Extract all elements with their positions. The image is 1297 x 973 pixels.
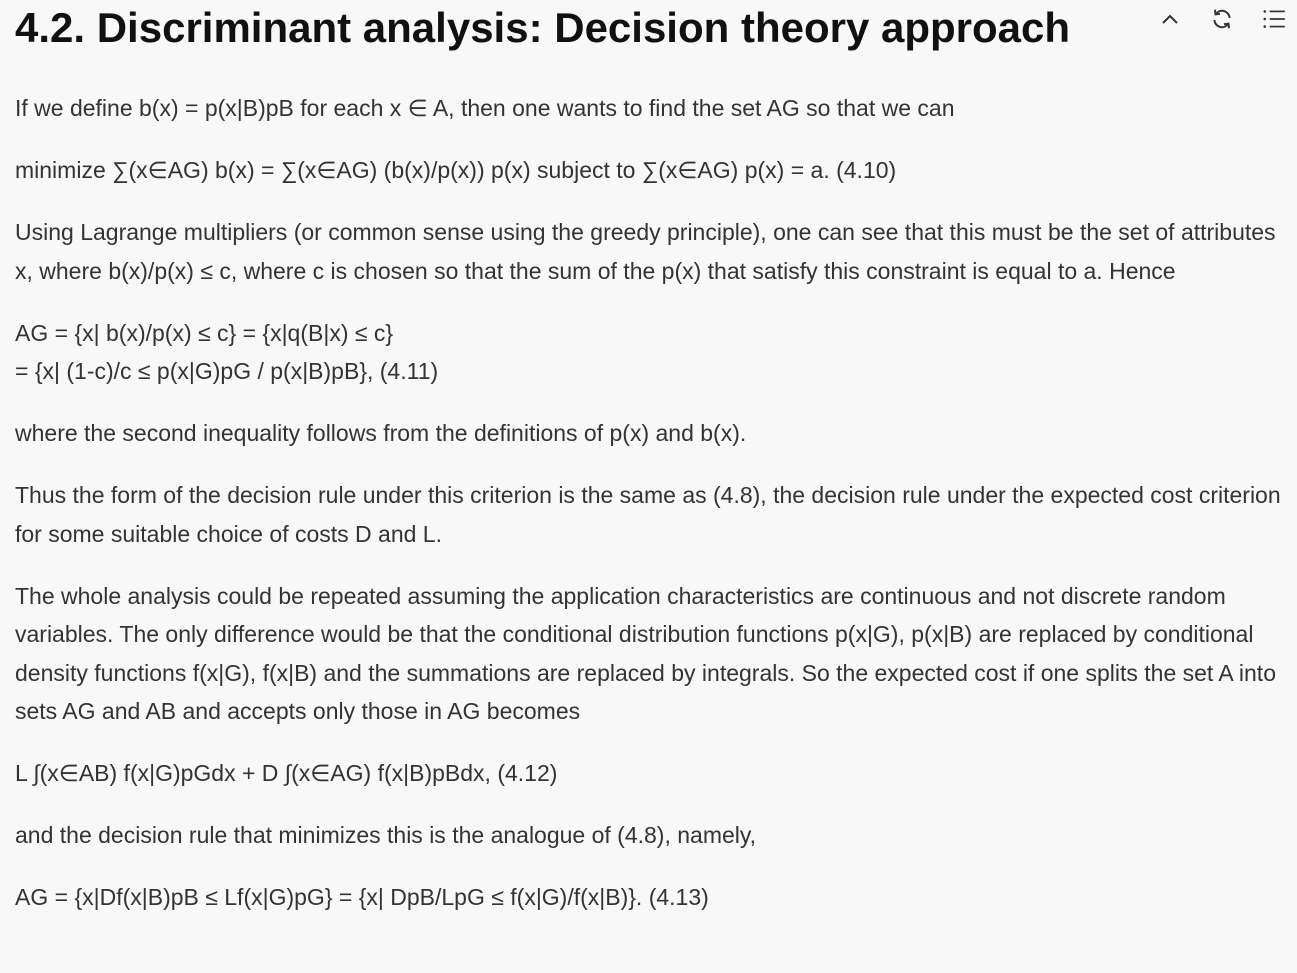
equation-line: = {x| (1-c)/c ≤ p(x|G)pG / p(x|B)pB}, (4.11) xyxy=(15,358,439,384)
list-icon xyxy=(1261,6,1287,32)
chevron-up-icon xyxy=(1158,7,1182,31)
toc-button[interactable] xyxy=(1259,4,1289,34)
paragraph: If we define b(x) = p(x|B)pB for each x ∈ A, then one wants to find the set AG so that we can xyxy=(15,95,955,121)
refresh-icon xyxy=(1209,6,1235,32)
paragraph: Thus the form of the decision rule under this criterion is the same as (4.8), the decision rule under the expected cost criterion for some suitable choice of costs D and L. xyxy=(15,482,1281,547)
equation-line: AG = {x| b(x)/p(x) ≤ c} = {x|q(B|x) ≤ c} xyxy=(15,319,394,346)
paragraph: Using Lagrange multipliers (or common sense using the greedy principle), one can see that this must be the set of attributes x, where b(x)/p(x) ≤ c, where c is chosen so that the sum of the p(x) that satisfy this constraint is equal to a. Hence xyxy=(15,219,1276,284)
article-body xyxy=(15,89,1285,940)
equation-4-11 xyxy=(15,314,1285,391)
paragraph: and the decision rule that minimizes this is the analogue of (4.8), namely, xyxy=(15,822,757,848)
equation-4-10: minimize ∑(x∈AG) b(x) = ∑(x∈AG) (b(x)/p(x)) p(x) subject to ∑(x∈AG) p(x) = a. (4.10) xyxy=(15,157,897,183)
equation-4-12: L ∫(x∈AB) f(x|G)pGdx + D ∫(x∈AG) f(x|B)pBdx, (4.12) xyxy=(15,760,558,786)
paragraph: The whole analysis could be repeated assuming the application characteristics are continuous and not discrete random variables. The only difference would be that the conditional distribution functions p(x|G), p(x|B) are replaced by conditional density functions f(x|G), f(x|B) and the summations are replaced by integrals. So the expected cost if one splits the set A into sets AG and AB and accepts only those in AG becomes xyxy=(15,582,1276,724)
paragraph: where the second inequality follows from the definitions of p(x) and b(x). xyxy=(15,420,747,446)
equation-4-13: AG = {x|Df(x|B)pB ≤ Lf(x|G)pG} = {x| DpB/LpG ≤ f(x|G)/f(x|B)}. (4.13) xyxy=(15,884,709,910)
page-title: 4.2. Discriminant analysis: Decision theory approach xyxy=(15,4,1071,51)
refresh-button[interactable] xyxy=(1207,4,1237,34)
toolbar xyxy=(1155,4,1289,34)
collapse-button[interactable] xyxy=(1155,4,1185,34)
